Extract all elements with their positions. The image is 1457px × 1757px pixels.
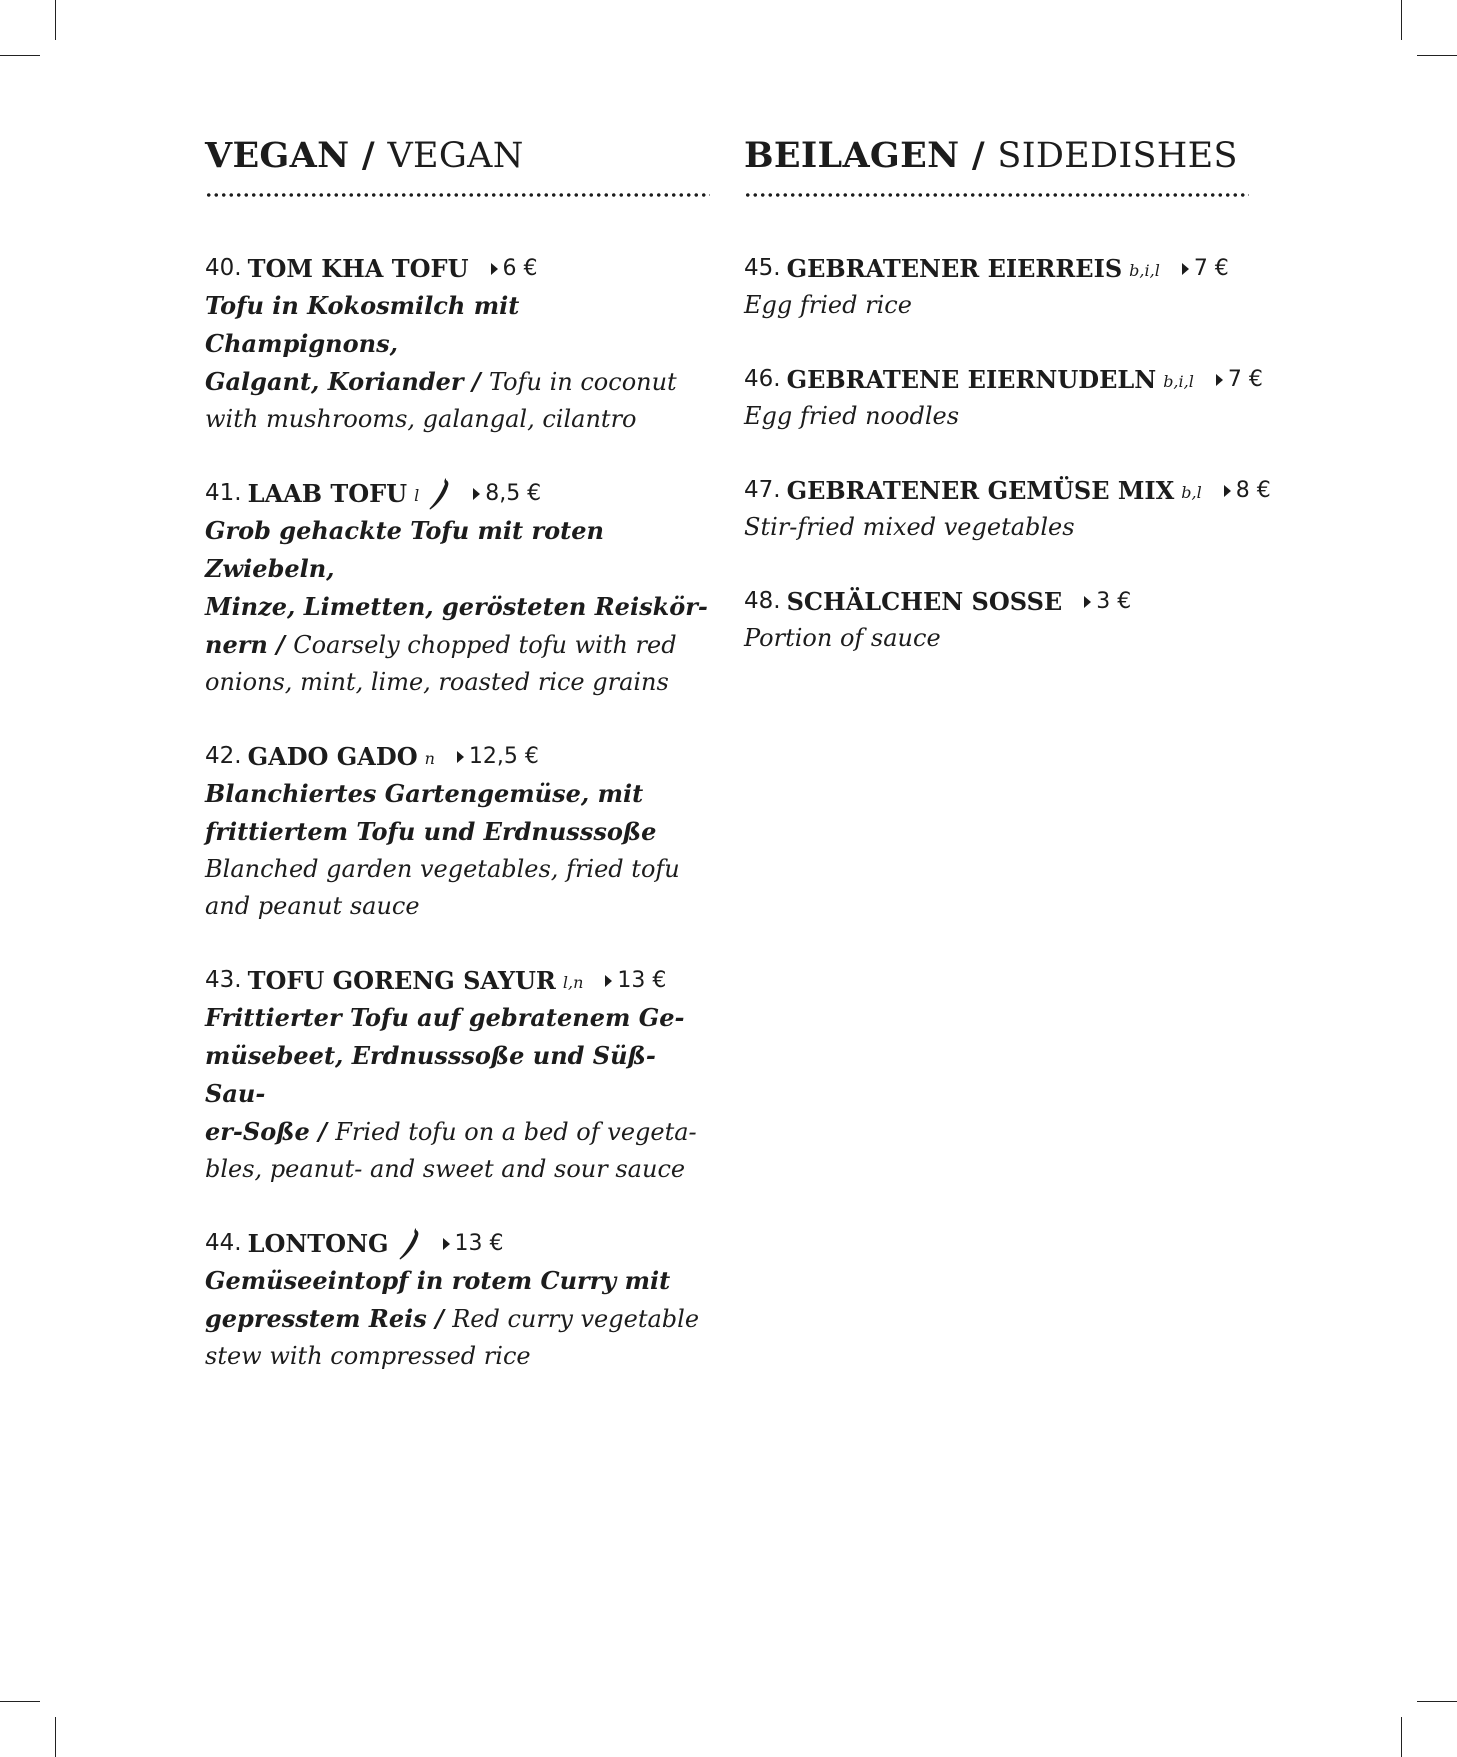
crop-mark-bl-h — [0, 1701, 40, 1702]
sides-heading — [744, 134, 1254, 178]
description-english: Egg fried rice — [744, 291, 912, 319]
item-description-line — [744, 287, 1254, 324]
vegan-section — [205, 134, 715, 1412]
item-price — [1216, 361, 1263, 398]
menu-item-title — [205, 250, 715, 287]
menu-item — [744, 361, 1263, 435]
description-separator: / — [426, 1304, 453, 1333]
crop-mark-br-v — [1401, 1717, 1402, 1757]
item-description-line — [205, 888, 715, 925]
item-description-line — [205, 363, 715, 401]
crop-mark-tr-h — [1417, 55, 1457, 56]
item-name: TOM KHA TOFU — [247, 254, 469, 283]
item-number: 45. — [744, 255, 781, 281]
description-german: er-Soße — [205, 1117, 310, 1146]
item-description-line — [205, 287, 715, 363]
description-separator: / — [267, 630, 294, 659]
description-german: Minze, Limetten, gerösteten Reiskör- — [205, 592, 708, 621]
menu-item-title — [205, 738, 715, 775]
description-german: Galgant, Koriander — [205, 367, 464, 396]
item-price — [605, 962, 666, 999]
description-english: and peanut sauce — [205, 892, 420, 920]
triangle-right-icon — [1216, 374, 1223, 386]
item-name: GEBRATENER GEMÜSE MIX — [786, 476, 1175, 505]
description-german: Gemüseeintopf in rotem Curry mit — [205, 1266, 671, 1295]
item-name: TOFU GORENG SAYUR — [247, 966, 556, 995]
menu-item-title — [205, 1225, 715, 1262]
crop-mark-tr-v — [1401, 0, 1402, 40]
sides-items — [744, 250, 1271, 657]
description-english: Portion of sauce — [744, 624, 941, 652]
heading-de: VEGAN — [205, 135, 350, 176]
item-description-line — [205, 1338, 715, 1375]
price-value: 13 € — [454, 1231, 504, 1256]
item-price — [1084, 583, 1131, 620]
item-description-line — [205, 626, 715, 664]
description-separator: / — [463, 367, 490, 396]
item-number: 44. — [205, 1230, 242, 1256]
triangle-right-icon — [1084, 596, 1091, 608]
item-description-line — [205, 999, 715, 1037]
item-price — [473, 475, 541, 512]
description-english: Stir-fried mixed vegetables — [744, 513, 1075, 541]
menu-item-title — [205, 475, 715, 512]
sides-section — [744, 134, 1271, 694]
menu-item-title — [744, 361, 1263, 398]
item-description-line — [744, 509, 1254, 546]
item-description-line — [205, 1151, 715, 1188]
menu-item — [744, 472, 1271, 546]
price-value: 8,5 € — [485, 481, 542, 506]
description-english: Coarsely chopped tofu with red — [293, 631, 677, 659]
item-description-line — [744, 398, 1254, 435]
heading-de: BEILAGEN — [744, 135, 960, 176]
heading-separator: / — [349, 135, 388, 176]
triangle-right-icon — [1182, 263, 1189, 275]
allergen-codes: b,l — [1181, 483, 1202, 502]
menu-item-title — [744, 250, 1254, 287]
item-description-line — [205, 813, 715, 851]
description-english: stew with compressed rice — [205, 1342, 531, 1370]
item-description-line — [205, 512, 715, 588]
item-description-line — [205, 775, 715, 813]
allergen-codes: l — [414, 486, 420, 505]
description-german: Frittierter Tofu auf gebratenem Ge- — [205, 1003, 685, 1032]
item-price — [443, 1225, 504, 1262]
description-english: bles, peanut- and sweet and sour sauce — [205, 1155, 686, 1183]
item-number: 43. — [205, 967, 242, 993]
heading-en: SIDEDISHES — [997, 136, 1238, 176]
item-description-line — [205, 401, 715, 438]
description-german: Blanchiertes Gartengemüse, mit — [205, 779, 644, 808]
crop-mark-tl-v — [55, 0, 56, 40]
vegan-heading — [205, 134, 715, 178]
triangle-right-icon — [605, 975, 612, 987]
item-description-line — [205, 588, 715, 626]
description-english: onions, mint, lime, roasted rice grains — [205, 668, 669, 696]
description-german: müsebeet, Erdnusssoße und Süß-Sau- — [205, 1041, 656, 1108]
description-english: with mushrooms, galangal, cilantro — [205, 405, 637, 433]
allergen-codes: l,n — [562, 973, 584, 992]
item-description-line — [205, 1262, 715, 1300]
price-value: 3 € — [1096, 589, 1132, 614]
description-separator: / — [309, 1117, 336, 1146]
price-value: 7 € — [1193, 256, 1229, 281]
menu-item — [205, 738, 715, 925]
item-description-line — [205, 1113, 715, 1151]
menu-item-title — [744, 583, 1254, 620]
item-price — [491, 250, 538, 287]
item-description-line — [205, 1300, 715, 1338]
description-german: frittiertem Tofu und Erdnusssoße — [205, 817, 657, 846]
crop-mark-br-h — [1417, 1701, 1457, 1702]
description-german: Tofu in Kokosmilch mit Champignons, — [205, 291, 520, 358]
item-name: GEBRATENE EIERNUDELN — [786, 365, 1157, 394]
description-english: Fried tofu on a bed of vegeta- — [335, 1118, 697, 1146]
description-german: gepresstem Reis — [205, 1304, 427, 1333]
menu-item-title — [205, 962, 715, 999]
menu-item-title — [744, 472, 1271, 509]
item-price — [457, 738, 539, 775]
item-name: LAAB TOFU — [247, 479, 408, 508]
item-description-line — [205, 664, 715, 701]
item-number: 41. — [205, 480, 242, 506]
description-english: Red curry vegetable — [452, 1305, 700, 1333]
item-price — [1224, 472, 1271, 509]
allergen-codes: n — [424, 749, 435, 768]
allergen-codes: b,i,l — [1163, 372, 1194, 391]
allergen-codes: b,i,l — [1129, 261, 1160, 280]
item-number: 47. — [744, 477, 781, 503]
item-number: 42. — [205, 743, 242, 769]
price-value: 12,5 € — [468, 744, 539, 769]
description-english: Blanched garden vegetables, fried tofu — [205, 855, 680, 883]
heading-en: VEGAN — [387, 136, 524, 176]
description-german: Grob gehackte Tofu mit roten Zwiebeln, — [205, 516, 604, 583]
triangle-right-icon — [1224, 485, 1231, 497]
chili-icon — [427, 477, 451, 511]
menu-item — [205, 475, 715, 701]
description-english: Tofu in coconut — [489, 368, 677, 396]
dotted-divider — [205, 192, 710, 198]
price-value: 13 € — [617, 968, 667, 993]
price-value: 8 € — [1235, 478, 1271, 503]
crop-mark-bl-v — [55, 1717, 56, 1757]
price-value: 6 € — [502, 256, 538, 281]
description-german: nern — [205, 630, 268, 659]
item-price — [1182, 250, 1229, 287]
item-name: GEBRATENER EIERREIS — [786, 254, 1123, 283]
item-description-line — [205, 851, 715, 888]
menu-item — [205, 962, 715, 1188]
chili-icon — [397, 1227, 421, 1261]
menu-item — [205, 1225, 715, 1375]
price-value: 7 € — [1227, 367, 1263, 392]
triangle-right-icon — [443, 1238, 450, 1250]
item-description-line — [205, 1037, 715, 1113]
item-number: 48. — [744, 588, 781, 614]
item-name: GADO GADO — [247, 742, 418, 771]
menu-item — [744, 583, 1254, 657]
item-number: 46. — [744, 366, 781, 392]
crop-mark-tl-h — [0, 55, 40, 56]
menu-item — [744, 250, 1254, 324]
item-name: SCHÄLCHEN SOSSE — [786, 587, 1063, 616]
item-description-line — [744, 620, 1254, 657]
triangle-right-icon — [491, 263, 498, 275]
vegan-items — [205, 250, 715, 1375]
menu-item — [205, 250, 715, 438]
dotted-divider — [744, 192, 1249, 198]
item-number: 40. — [205, 255, 242, 281]
item-name: LONTONG — [247, 1229, 389, 1258]
triangle-right-icon — [457, 751, 464, 763]
triangle-right-icon — [473, 488, 480, 500]
heading-separator: / — [959, 135, 998, 176]
description-english: Egg fried noodles — [744, 402, 960, 430]
